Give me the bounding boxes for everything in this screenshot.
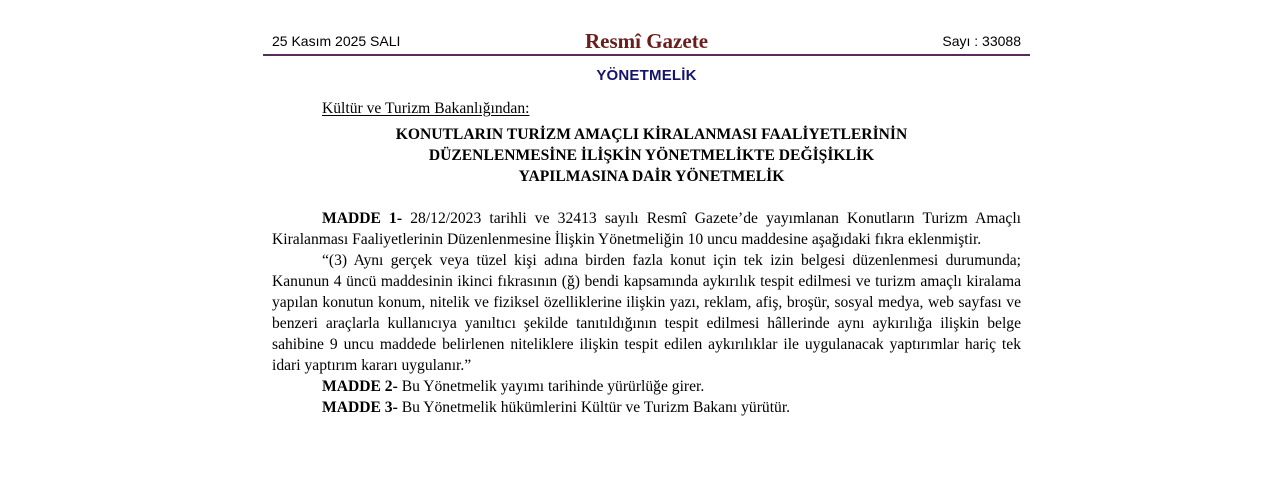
- article-2: [272, 376, 1021, 397]
- regulation-title: [272, 124, 1021, 187]
- article-label: MADDE 2-: [322, 378, 398, 395]
- issue-number: Sayı : 33088: [942, 33, 1021, 49]
- article-3: [272, 397, 1021, 418]
- gazette-header: [263, 28, 1030, 54]
- article-text: 28/12/2023 tarihli ve 32413 sayılı Resmî Gazete’de yayımlanan Konutların Turizm Amaçlı Kiralanması Faaliyetlerinin Düzenlenmesine İlişkin Yönetmeliğin 10 uncu maddesine aşağıdaki fıkra eklenmiştir.: [272, 210, 1022, 248]
- publication-date: 25 Kasım 2025 SALI: [272, 33, 401, 49]
- article-1: [272, 208, 1021, 250]
- regulation-title-line: KONUTLARIN TURİZM AMAÇLI KİRALANMASI FAALİYETLERİNİN: [395, 126, 908, 143]
- section-heading: YÖNETMELİK: [596, 67, 697, 84]
- article-label: MADDE 3-: [322, 399, 398, 416]
- gazette-title: Resmî Gazete: [584, 29, 709, 53]
- regulation-title-line: YAPILMASINA DAİR YÖNETMELİK: [518, 168, 785, 185]
- issuing-ministry: Kültür ve Turizm Bakanlığından:: [322, 100, 530, 117]
- article-text: Bu Yönetmelik hükümlerini Kültür ve Turizm Bakanı yürütür.: [397, 399, 791, 416]
- article-1-added-paragraph: [272, 250, 1021, 376]
- header-divider: [263, 54, 1030, 56]
- spacer: [272, 187, 1021, 208]
- regulation-title-line: DÜZENLENMESİNE İLİŞKİN YÖNETMELİKTE DEĞİŞİKLİK: [428, 147, 875, 164]
- article-text: “(3) Aynı gerçek veya tüzel kişi adına birden fazla konut için tek izin belgesi düzenlenmesi durumunda; Kanunun 4 üncü maddesinin ikinci fıkrasının (ğ) bendi kapsamında aykırılık tespit edilmesi ve turizm amaçlı kiralama yapılan konutun konum, nitelik ve fiziksel özelliklerine ilişkin yazı, reklam, afiş, broşür, sosyal medya, web sayfası ve benzeri araçlarla kullanıcıya yanıltıcı şekilde tanıtıldığının tespit edilmesi hâllerinde aynı aykırılığa ilişkin belge sahibine 9 uncu maddede belirlenen niteliklere ilişkin tespit edilen aykırılıklar ile uygulanacak yaptırımlar hariç tek idari yaptırım kararı uygulanır.”: [272, 252, 1021, 374]
- article-text: Bu Yönetmelik yayımı tarihinde yürürlüğe girer.: [397, 378, 705, 395]
- article-label: MADDE 1-: [322, 210, 403, 227]
- document-body: [272, 98, 1021, 418]
